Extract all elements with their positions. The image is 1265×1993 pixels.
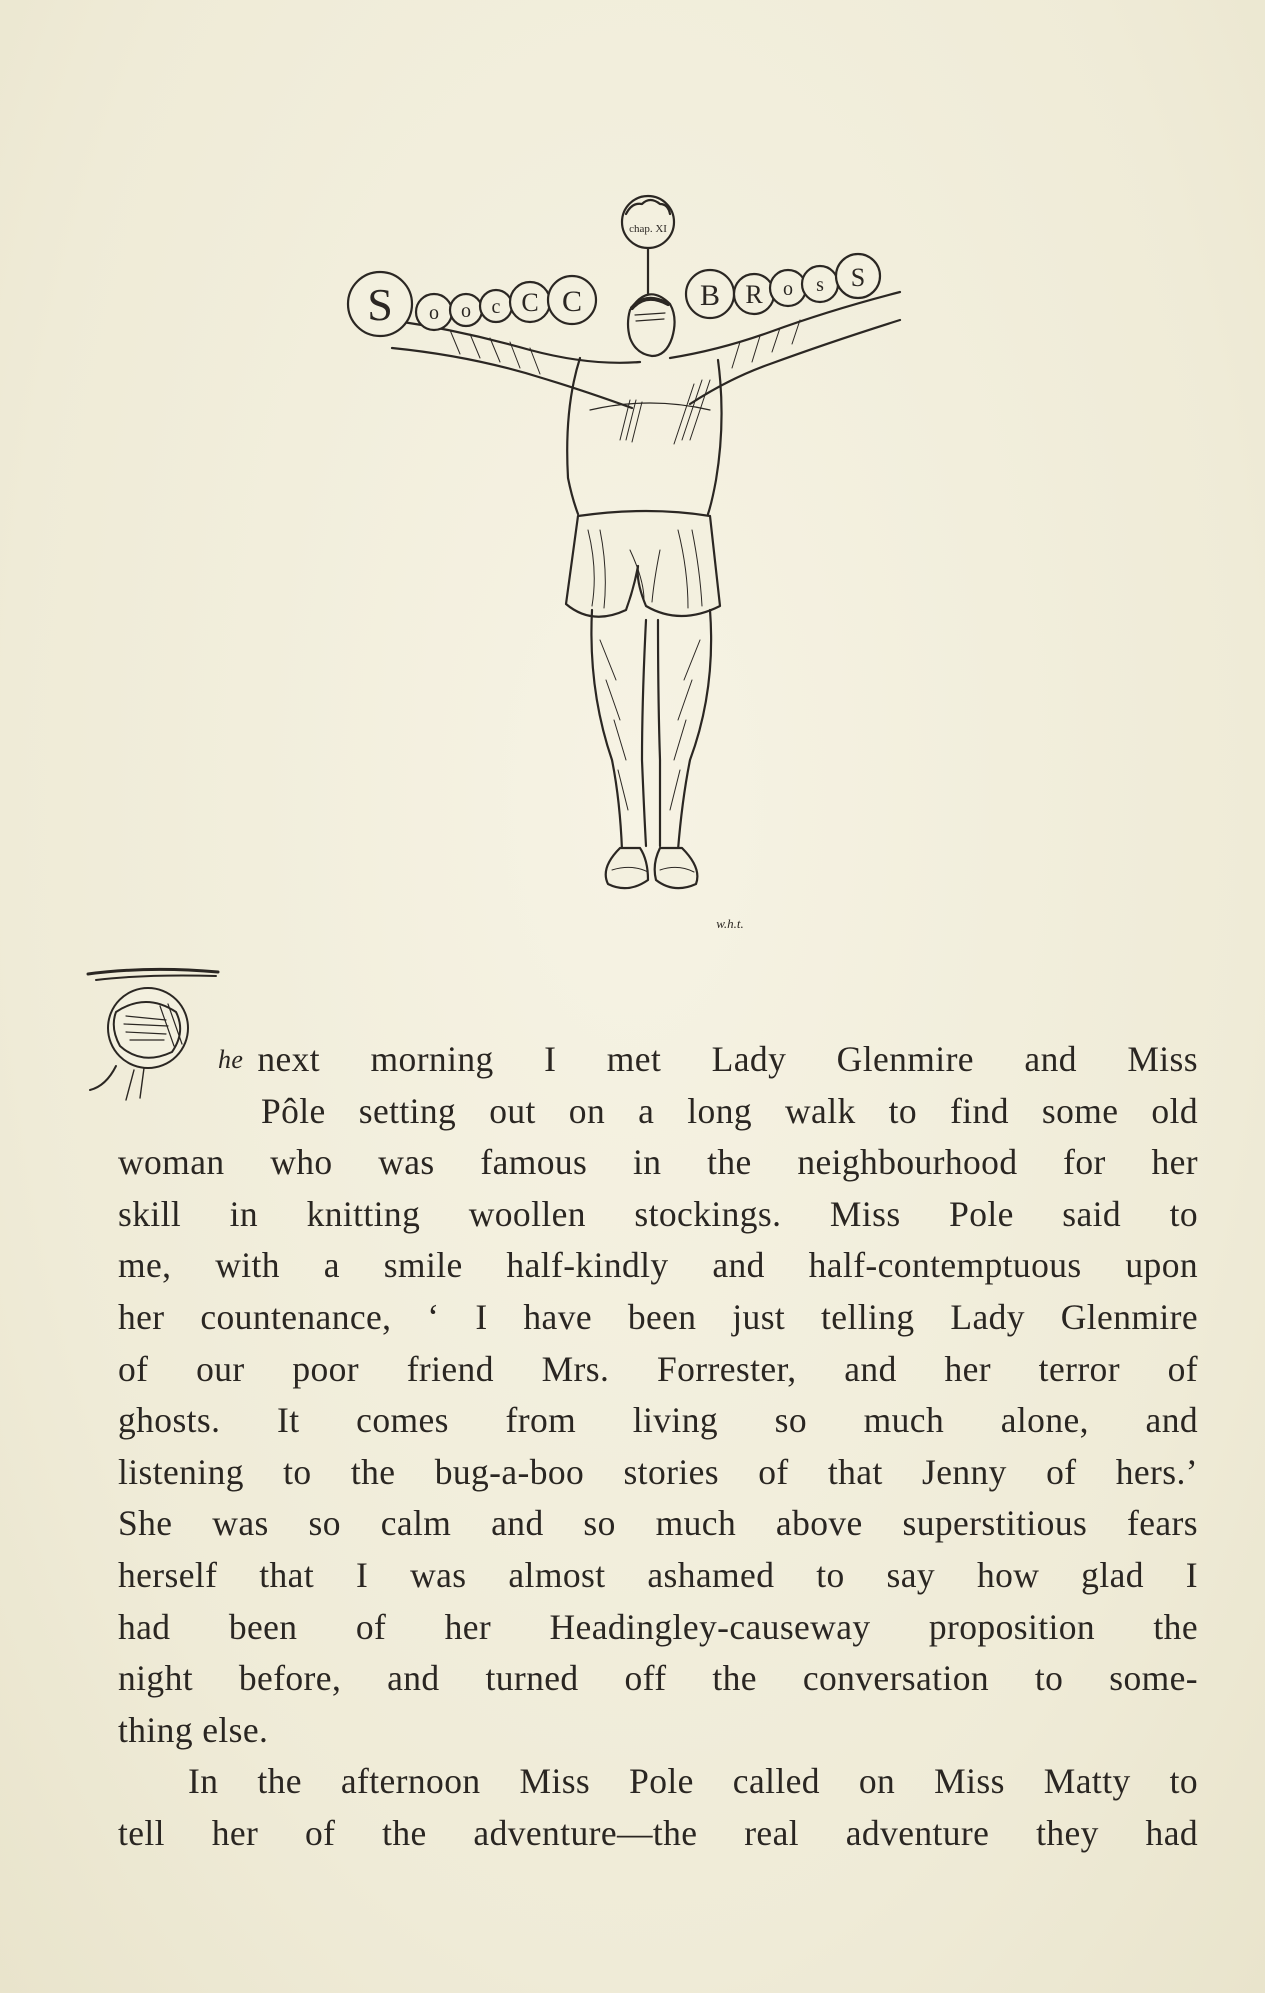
line-text: her countenance, ‘ I have been just telling Lady Glenmire	[118, 1296, 1198, 1337]
text-line	[118, 1550, 1198, 1602]
line-text: ghosts. It comes from living so much alone, and	[118, 1400, 1198, 1441]
line-text: listening to the bug-a-boo stories of that Jenny of hers.’	[118, 1451, 1198, 1492]
text-line	[118, 1602, 1198, 1654]
line-text: herself that I was almost ashamed to say how glad I	[118, 1554, 1198, 1595]
text-line	[118, 1292, 1198, 1344]
line-text: me, with a smile half-kindly and half-contemptuous upon	[118, 1245, 1198, 1286]
text-line	[118, 1498, 1198, 1550]
text-line	[118, 1240, 1198, 1292]
text-line	[118, 1808, 1198, 1860]
heading-letter: C	[561, 285, 583, 318]
line-text: of our poor friend Mrs. Forrester, and her terror of	[118, 1348, 1198, 1389]
paragraph-2	[118, 1756, 1198, 1859]
artist-signature: w.h.t.	[716, 916, 744, 931]
text-line	[118, 1344, 1198, 1396]
heading-letter: R	[745, 280, 763, 309]
chapter-number-medallion: chap. XI	[629, 223, 667, 235]
paragraph-1-opening	[218, 1034, 1198, 1086]
line-text: woman who was famous in the neighbourhood for her	[118, 1142, 1198, 1183]
line-text: thing else.	[118, 1709, 269, 1750]
text-line	[118, 1447, 1198, 1499]
heading-letter: c	[491, 296, 501, 318]
line-text: had been of her Headingley-causeway proposition the	[118, 1606, 1198, 1647]
heading-letter: B	[699, 279, 721, 312]
heading-letter: s	[816, 274, 824, 296]
dropcap-t-illustration	[86, 966, 236, 1106]
heading-letter: o	[461, 300, 471, 322]
dropcap-ornament	[86, 966, 236, 1106]
text-line	[118, 1653, 1198, 1705]
line-text: In the afternoon Miss Pole called on Miss Matty to	[188, 1761, 1198, 1802]
text-line	[118, 1137, 1198, 1189]
line-text: skill in knitting woollen stockings. Miss Pole said to	[118, 1193, 1198, 1234]
text-line	[118, 1395, 1198, 1447]
heading-letter-s: S	[367, 279, 393, 330]
line-text: next morning I met Lady Glenmire and Miss	[257, 1039, 1198, 1079]
heading-letter: o	[429, 302, 439, 324]
text-line	[218, 1034, 1198, 1086]
heading-letter: S	[850, 263, 866, 292]
figure-cross-drawing	[330, 180, 950, 960]
line-text: tell her of the adventure—the real adventure they had	[118, 1812, 1198, 1853]
text-line	[118, 1189, 1198, 1241]
line-text: night before, and turned off the conversation to some-	[118, 1658, 1198, 1699]
text-line	[118, 1705, 1198, 1757]
line-text: Pôle setting out on a long walk to find some old	[261, 1090, 1198, 1131]
chapter-heading-illustration	[330, 180, 950, 960]
heading-letter: C	[521, 288, 539, 317]
paragraph-1-line-2	[261, 1086, 1198, 1138]
heading-letter: o	[783, 278, 793, 300]
dropcap-rest: he	[218, 1045, 244, 1074]
text-line	[261, 1086, 1198, 1138]
text-line	[118, 1756, 1198, 1808]
paragraph-1-body	[118, 1137, 1198, 1756]
line-text: She was so calm and so much above superstitious fears	[118, 1503, 1198, 1544]
